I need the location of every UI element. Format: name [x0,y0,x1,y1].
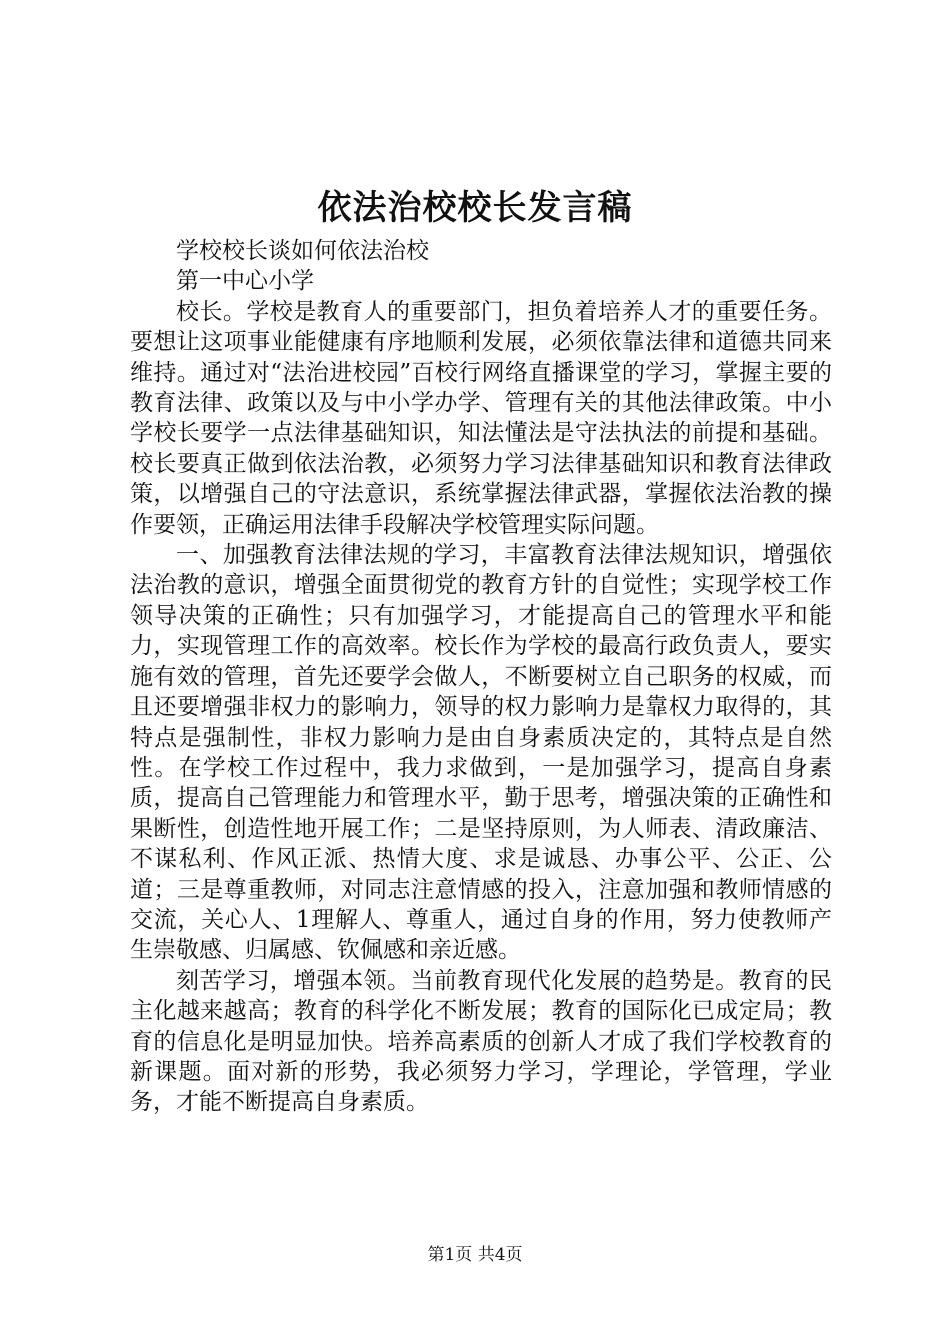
body-paragraph: 刻苦学习，增强本领。当前教育现代化发展的趋势是。教育的民主化越来越高；教育的科学化不断发展；教育的国际化已成定局；教育的信息化是明显加快。培养高素质的创新人才成了我们学校教育的新课题。面对新的形势，我必须努力学习，学理论，学管理，学业务，才能不断提高自身素质。 [130,967,832,1116]
page-footer: 第1页 共4页 [427,1245,523,1265]
document-title: 依法治校校长发言稿 [317,188,633,228]
school-name-paragraph: 第一中心小学 [176,268,314,295]
body-paragraph: 一、加强教育法律法规的学习，丰富教育法律法规知识，增强依法治教的意识，增强全面贯彻党的教育方针的自觉性；实现学校工作领导决策的正确性；只有加强学习，才能提高自己的管理水平和能力，实现管理工作的高效率。校长作为学校的最高行政负责人，要实施有效的管理，首先还要学会做人，不断要树立自己职务的权威，而且还要增强非权力的影响力，领导的权力影响力是靠权力取得的，其特点是强制性，非权力影响力是由自身素质决定的，其特点是自然性。在学校工作过程中，我力求做到，一是加强学习，提高自身素质，提高自己管理能力和管理水平，勤于思考，增强决策的正确性和果断性，创造性地开展工作；二是坚持原则，为人师表、清政廉洁、不谋私利、作风正派、热情大度、求是诚恳、办事公平、公正、公道；三是尊重教师，对同志注意情感的投入，注意加强和教师情感的交流，关心人、1理解人、尊重人，通过自身的作用，努力使教师产生崇敬感、归属感、钦佩感和亲近感。 [130,542,832,964]
body-paragraph: 校长。学校是教育人的重要部门，担负着培养人才的重要任务。要想让这项事业能健康有序地顺利发展，必须依靠法律和道德共同来维持。通过对“法治进校园”百校行网络直播课堂的学习，掌握主要的教育法律、政策以及与中小学办学、管理有关的其他法律政策。中小学校长要学一点法律基础知识，知法懂法是守法执法的前提和基础。校长要真正做到依法治教，必须努力学习法律基础知识和教育法律政策，以增强自己的守法意识，系统掌握法律武器，掌握依法治教的操作要领，正确运用法律手段解决学校管理实际问题。 [130,298,832,538]
subtitle-paragraph: 学校校长谈如何依法治校 [176,238,429,264]
document-body [130,236,832,1118]
